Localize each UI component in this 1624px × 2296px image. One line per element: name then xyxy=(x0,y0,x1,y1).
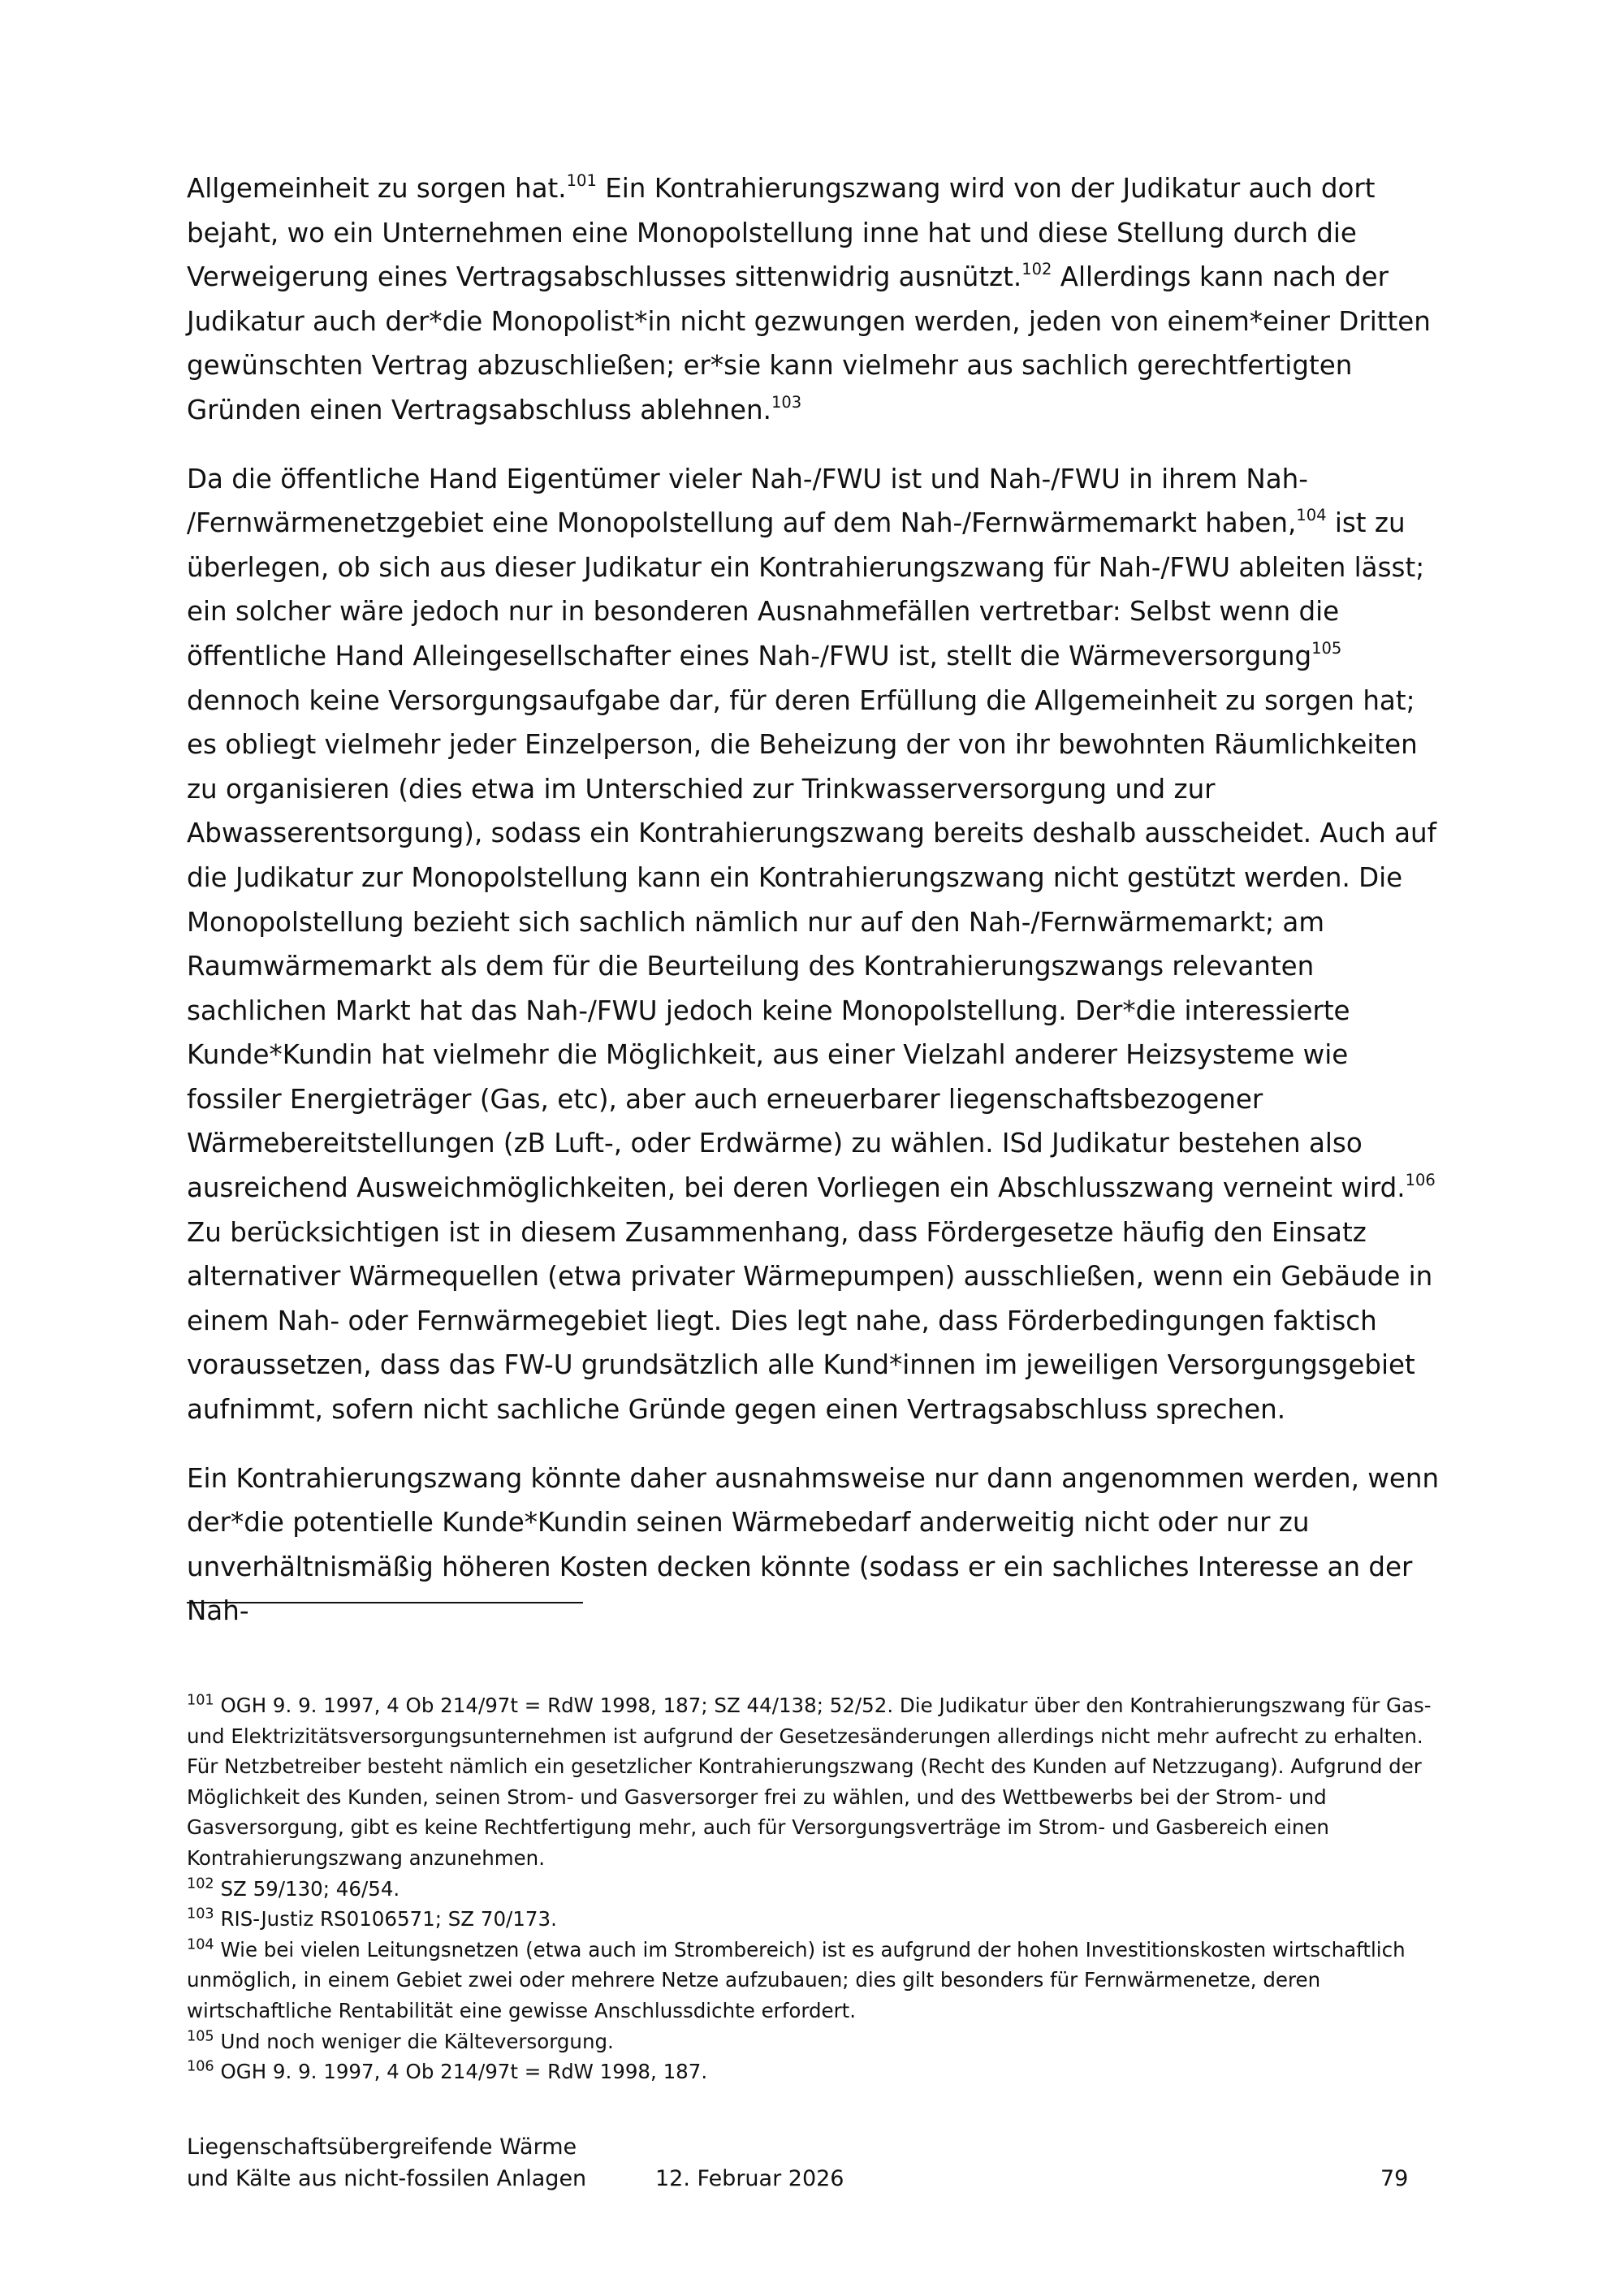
footnotes xyxy=(187,1690,1445,2087)
paragraph-2 xyxy=(187,457,1441,1432)
footnote-102 xyxy=(187,1874,1445,1905)
text-run: dennoch keine Versorgungsaufgabe dar, für deren Erfüllung die Allgemeinheit zu sorgen hat; es obliegt vielmehr jeder Einzelperson, die Beheizung der von ihr bewohnten Räumlichkeiten zu organisieren (dies etwa im Unterschied zur Trinkwasserversorgung und zur Abwasserentsorgung), sodass ein Kontrahierungszwang bereits deshalb ausscheidet. Auch auf die Judikatur zur Monopolstellung kann ein Kontrahierungszwang nicht gestützt werden. Die Monopolstellung bezieht sich sachlich nämlich nur auf den Nah-/Fernwärmemarkt; am Raumwärmemarkt als dem für die Beurteilung des Kontrahierungszwangs relevanten sachlichen Markt hat das Nah-/FWU jedoch keine Monopolstellung. Der*die interessierte Kunde*Kundin hat vielmehr die Möglichkeit, aus einer Vielzahl anderer Heizsysteme wie fossiler Energieträger (Gas, etc), aber auch erneuerbarer liegenschaftsbezogener Wärmebereitstellungen (zB Luft-, oder Erdwärme) zu wählen. ISd Judikatur bestehen also ausreichend Ausweichmöglichkeiten, bei deren Vorliegen ein Abschlusszwang verneint wird. xyxy=(187,684,1437,1204)
footnote-number: 103 xyxy=(187,1905,214,1923)
footnote-text: SZ 59/130; 46/54. xyxy=(214,1876,400,1901)
footnote-101 xyxy=(187,1690,1445,1874)
footnote-number: 102 xyxy=(187,1875,214,1892)
footnote-reference: 103 xyxy=(771,392,802,412)
footnote-separator xyxy=(187,1602,583,1603)
paragraph-1 xyxy=(187,166,1441,433)
footnote-text: Und noch weniger die Kälteversorgung. xyxy=(214,2029,614,2053)
footnote-reference: 102 xyxy=(1021,260,1052,279)
footnote-text: RIS-Justiz RS0106571; SZ 70/173. xyxy=(214,1907,557,1931)
footnote-number: 101 xyxy=(187,1692,214,1709)
footnote-106 xyxy=(187,2056,1445,2087)
body-text xyxy=(187,166,1441,1658)
footer-document-title xyxy=(187,2131,674,2195)
footnote-text: Wie bei vielen Leitungsnetzen (etwa auch im Strombereich) ist es aufgrund der hohen Investitionskosten wirtschaftlich unmöglich, in einem Gebiet zwei oder mehrere Netze aufzubauen; dies gilt besonders für Fernwärmenetze, deren wirtschaftliche Rentabilität eine gewisse Anschlussdichte erfordert. xyxy=(187,1937,1406,2022)
text-run: Ein Kontrahierungszwang wird von der Judikatur auch dort bejaht, wo ein Unternehmen eine Monopolstellung inne hat und diese Stellung durch die Verweigerung eines Vertragsabschlusses sittenwidrig ausnützt. xyxy=(187,173,1376,293)
footer-title-line-2: und Kälte aus nicht-fossilen Anlagen xyxy=(187,2166,587,2191)
text-run: Da die öffentliche Hand Eigentümer vieler Nah-/FWU ist und Nah-/FWU in ihrem Nah- /Fernwärmenetzgebiet eine Monopolstellung auf dem Nah-/Fernwärmemarkt haben, xyxy=(187,463,1308,539)
page-number: 79 xyxy=(1380,2166,1409,2191)
text-run: Allerdings kann nach der Judikatur auch der*die Monopolist*in nicht gezwungen werden, jeden von einem*einer Dritten gewünschten Vertrag abzuschließen; er*sie kann vielmehr aus sachlich gerechtfertigten Gründen einen Vertragsabschluss ablehnen. xyxy=(187,261,1431,425)
footnote-number: 106 xyxy=(187,2058,214,2075)
footnote-number: 104 xyxy=(187,1936,214,1953)
footer-title-line-1: Liegenschaftsübergreifende Wärme xyxy=(187,2134,577,2160)
footnote-number: 105 xyxy=(187,2027,214,2044)
text-run: Allgemeinheit zu sorgen hat. xyxy=(187,173,567,204)
text-run: ist zu überlegen, ob sich aus dieser Judikatur ein Kontrahierungszwang für Nah-/FWU ableiten lässt; ein solcher wäre jedoch nur in besonderen Ausnahmefällen vertretbar: Selbst wenn die öffentliche Hand Alleingesellschafter eines Nah-/FWU ist, stellt die Wärmeversorgung xyxy=(187,507,1425,671)
footnote-104 xyxy=(187,1935,1445,2026)
text-run: Zu berücksichtigen ist in diesem Zusammenhang, dass Fördergesetze häufig den Einsatz alternativer Wärmequellen (etwa privater Wärmepumpen) ausschließen, wenn ein Gebäude in einem Nah- oder Fernwärmegebiet liegt. Dies legt nahe, dass Förderbedingungen faktisch voraussetzen, dass das FW-U grundsätzlich alle Kund*innen im jeweiligen Versorgungsgebiet aufnimmt, sofern nicht sachliche Gründe gegen einen Vertragsabschluss sprechen. xyxy=(187,1216,1433,1426)
footnote-reference: 106 xyxy=(1405,1171,1436,1190)
text-run: Ein Kontrahierungszwang könnte daher ausnahmsweise nur dann angenommen werden, wenn der*die potentielle Kunde*Kundin seinen Wärmebedarf anderweitig nicht oder nur zu unverhältnismäßig höheren Kosten decken könnte (sodass er ein sachliches Interesse an der Nah- xyxy=(187,1462,1440,1627)
footnote-reference: 104 xyxy=(1296,506,1327,525)
footnote-text: OGH 9. 9. 1997, 4 Ob 214/97t = RdW 1998, 187. xyxy=(214,2060,708,2084)
footnote-105 xyxy=(187,2026,1445,2057)
footer-date: 12. Februar 2026 xyxy=(655,2166,844,2191)
footnote-text: OGH 9. 9. 1997, 4 Ob 214/97t = RdW 1998, 187; SZ 44/138; 52/52. Die Judikatur über den Kontrahierungszwang für Gas- und Elektrizitätsversorgungsunternehmen ist aufgrund der Gesetzesänderungen allerdings nicht mehr aufrecht zu erhalten. Für Netzbetreiber besteht nämlich ein gesetzlicher Kontrahierungszwang (Recht des Kunden auf Netzzugang). Aufgrund der Möglichkeit des Kunden, seinen Strom- und Gasversorger frei zu wählen, und des Wettbewerbs bei der Strom- und Gasversorgung, gibt es keine Rechtfertigung mehr, auch für Versorgungsverträge im Strom- und Gasbereich einen Kontrahierungszwang anzunehmen. xyxy=(187,1694,1432,1870)
footnote-reference: 105 xyxy=(1311,638,1342,658)
paragraph-3 xyxy=(187,1457,1441,1634)
footnote-reference: 101 xyxy=(566,170,597,190)
footnote-103 xyxy=(187,1904,1445,1935)
